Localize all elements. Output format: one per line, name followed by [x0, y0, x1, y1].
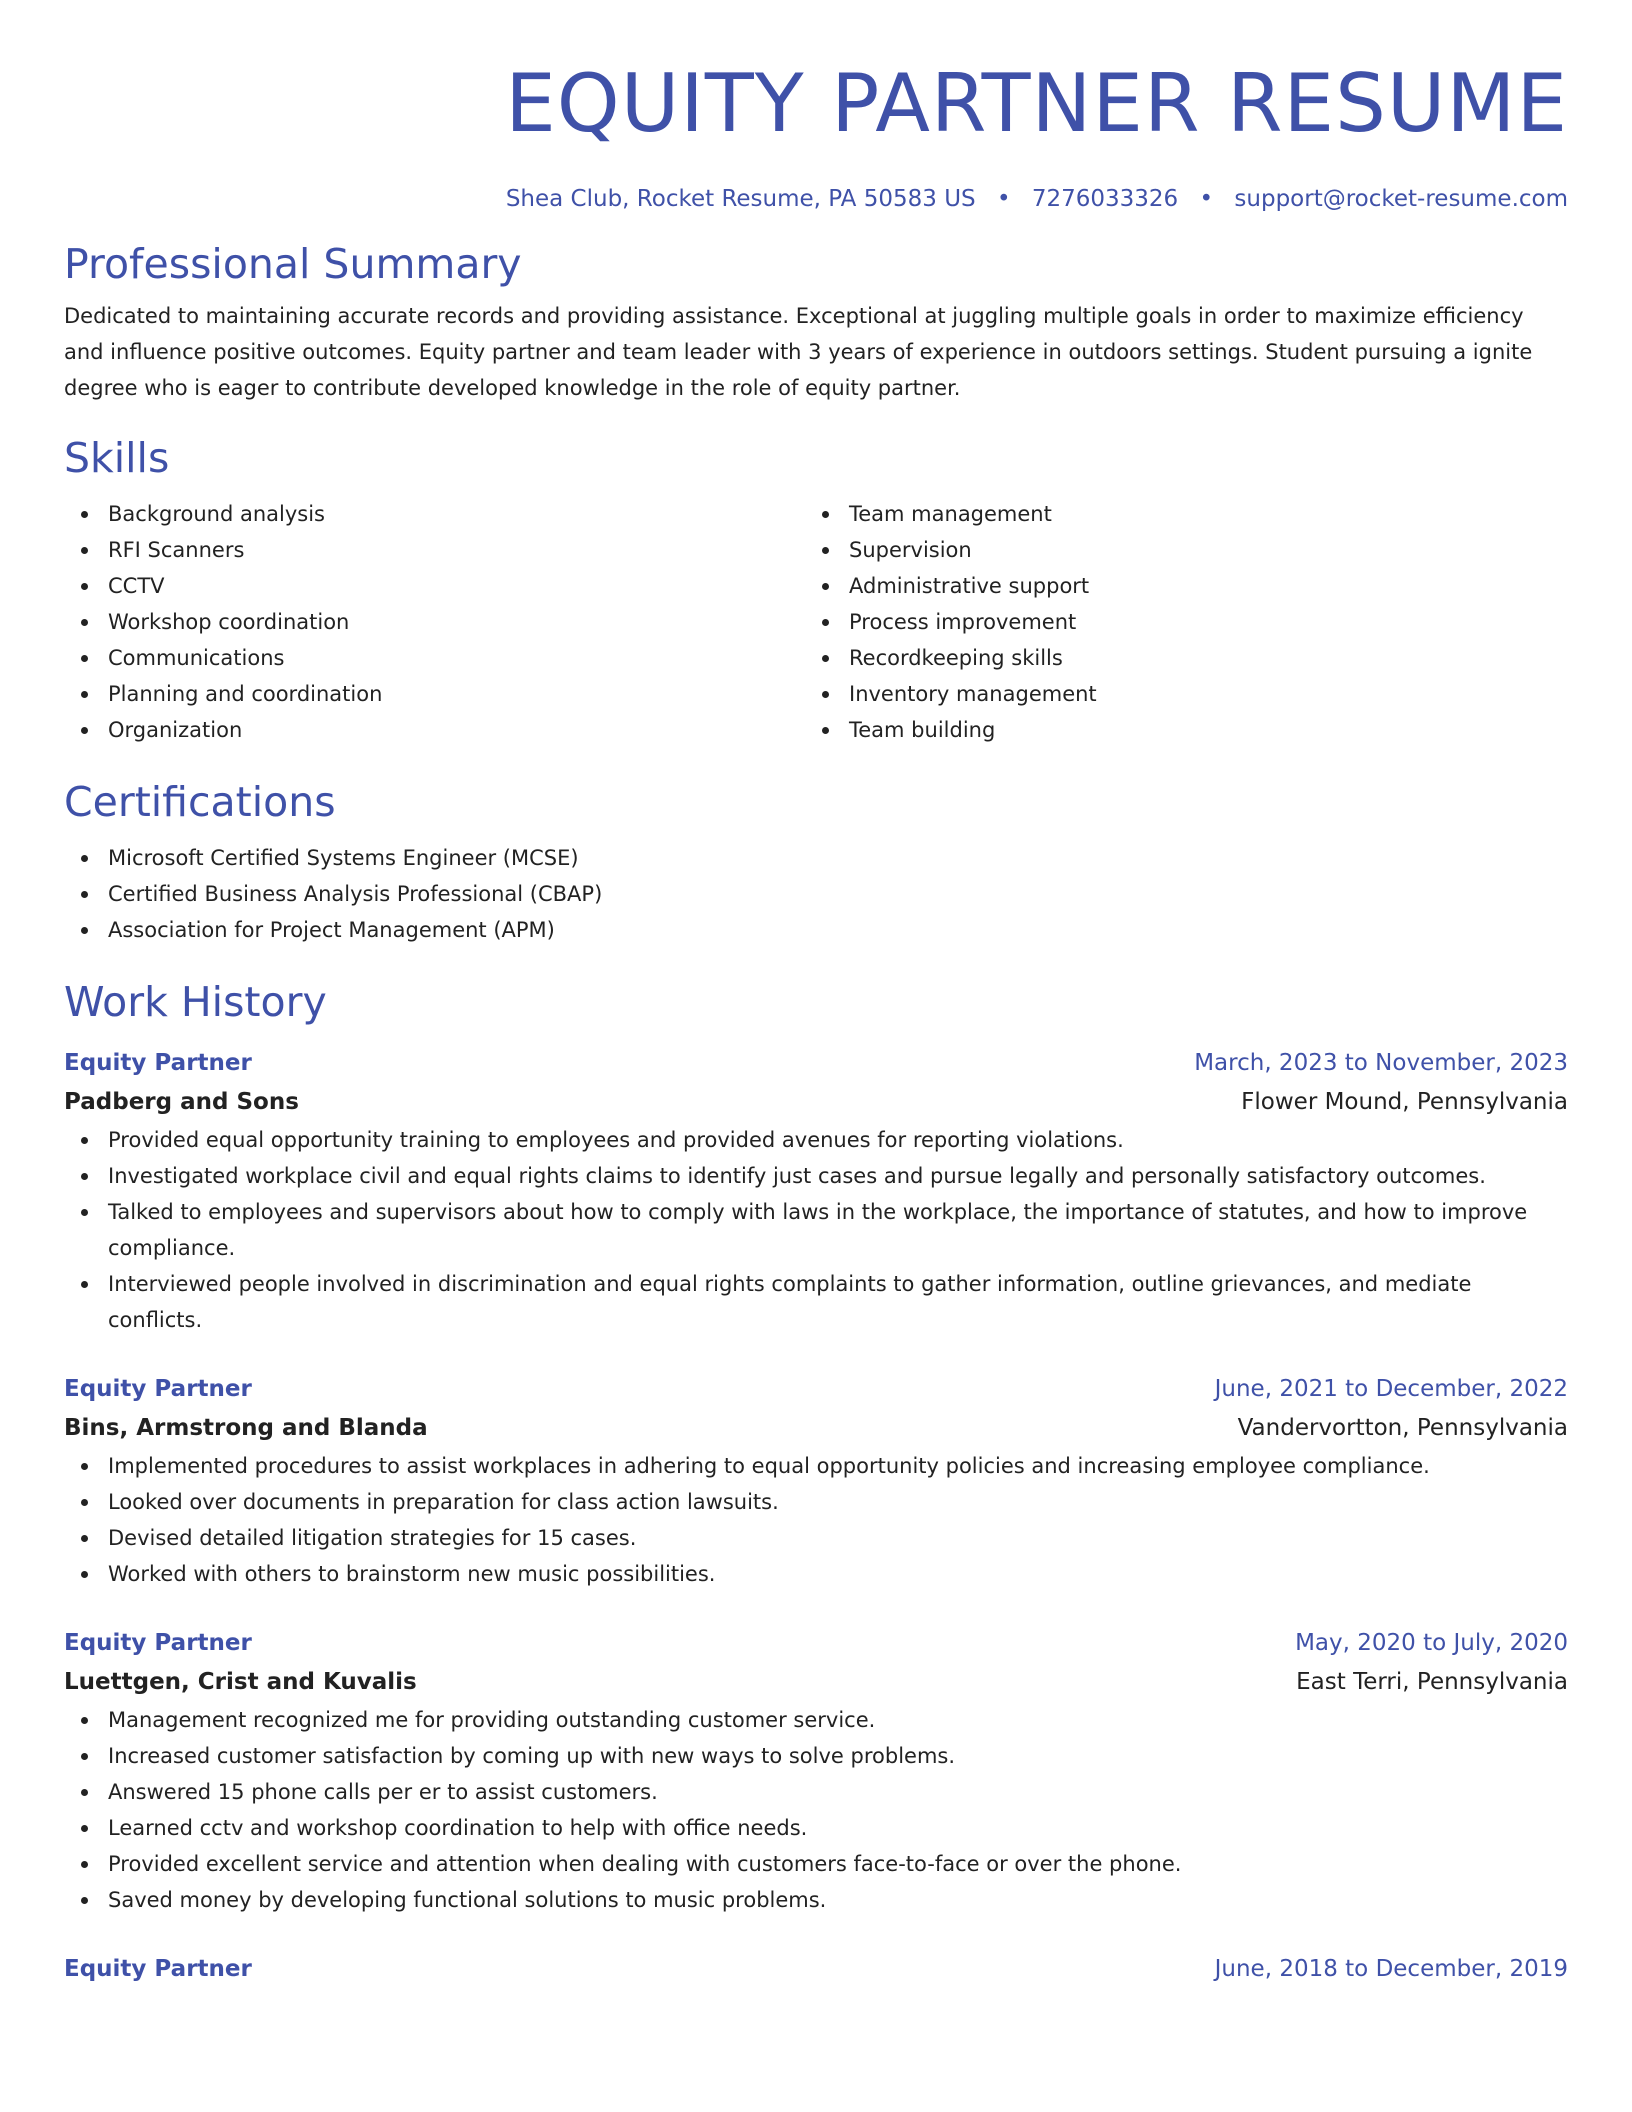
skill-item: Administrative support	[805, 568, 1546, 604]
job-entry	[64, 1370, 1568, 1592]
summary-section	[64, 238, 1568, 406]
job-subheader	[64, 1082, 1568, 1122]
skill-item: RFI Scanners	[64, 532, 805, 568]
job-header	[64, 1044, 1568, 1082]
job-dates: June, 2018 to December, 2019	[1214, 1956, 1568, 1982]
skills-heading: Skills	[64, 434, 170, 482]
job-duty: Looked over documents in preparation for class action lawsuits.	[64, 1484, 1568, 1520]
job-title: Equity Partner	[64, 1376, 252, 1402]
job-entry	[64, 1624, 1568, 1918]
job-duties-list	[64, 1122, 1568, 1338]
job-duty: Devised detailed litigation strategies for 15 cases.	[64, 1520, 1568, 1556]
work-history-section	[64, 976, 1568, 1988]
job-location: Vandervortton, Pennsylvania	[1237, 1415, 1568, 1441]
job-entry	[64, 1044, 1568, 1338]
job-title: Equity Partner	[64, 1956, 252, 1982]
job-duty: Implemented procedures to assist workplaces in adhering to equal opportunity policies and increasing employee compliance.	[64, 1448, 1568, 1484]
skill-item: CCTV	[64, 568, 805, 604]
skills-list-left	[64, 496, 805, 748]
skill-item: Team management	[805, 496, 1546, 532]
resume-title: EQUITY PARTNER RESUME	[505, 57, 1568, 150]
job-duty: Saved money by developing functional solutions to music problems.	[64, 1882, 1568, 1918]
certifications-list	[64, 840, 1568, 948]
job-company: Luettgen, Crist and Kuvalis	[64, 1669, 417, 1695]
job-duties-list	[64, 1448, 1568, 1592]
skills-list-right	[805, 496, 1546, 748]
job-duty: Interviewed people involved in discrimination and equal rights complaints to gather information, outline grievances, and mediate conflicts.	[64, 1266, 1568, 1338]
contact-line	[64, 182, 1568, 216]
job-duty: Investigated workplace civil and equal rights claims to identify just cases and pursue legally and personally satisfactory outcomes.	[64, 1158, 1568, 1194]
certification-item: Certified Business Analysis Professional (CBAP)	[64, 876, 1568, 912]
skill-item: Planning and coordination	[64, 676, 805, 712]
skill-item: Supervision	[805, 532, 1546, 568]
job-header	[64, 1370, 1568, 1408]
job-location: East Terri, Pennsylvania	[1296, 1669, 1568, 1695]
certifications-section	[64, 776, 1568, 948]
job-duties-list	[64, 1702, 1568, 1918]
certification-item: Association for Project Management (APM)	[64, 912, 1568, 948]
skill-item: Recordkeeping skills	[805, 640, 1546, 676]
skills-section	[64, 432, 1568, 748]
job-location: Flower Mound, Pennsylvania	[1241, 1089, 1568, 1115]
job-subheader	[64, 1662, 1568, 1702]
summary-heading: Professional Summary	[64, 240, 522, 288]
skill-item: Process improvement	[805, 604, 1546, 640]
job-duty: Provided equal opportunity training to employees and provided avenues for reporting violations.	[64, 1122, 1568, 1158]
contact-separator: •	[996, 186, 1011, 212]
contact-phone: 7276033326	[1031, 186, 1179, 212]
job-duty: Worked with others to brainstorm new music possibilities.	[64, 1556, 1568, 1592]
certification-item: Microsoft Certified Systems Engineer (MCSE)	[64, 840, 1568, 876]
job-title: Equity Partner	[64, 1050, 252, 1076]
resume-page	[64, 0, 1568, 1988]
certifications-heading: Certifications	[64, 778, 336, 826]
skill-item: Communications	[64, 640, 805, 676]
skill-item: Organization	[64, 712, 805, 748]
contact-separator: •	[1199, 186, 1214, 212]
skill-item: Background analysis	[64, 496, 805, 532]
job-dates: March, 2023 to November, 2023	[1194, 1050, 1568, 1076]
skill-item: Inventory management	[805, 676, 1546, 712]
job-title: Equity Partner	[64, 1630, 252, 1656]
summary-text: Dedicated to maintaining accurate records and providing assistance. Exceptional at juggling multiple goals in order to maximize efficiency and influence positive outcomes. Equity partner and team leader with 3 years of experience in outdoors settings. Student pursuing a ignite degree who is eager to contribute developed knowledge in the role of equity partner.	[64, 304, 1533, 400]
job-company: Bins, Armstrong and Blanda	[64, 1415, 428, 1441]
contact-address: Shea Club, Rocket Resume, PA 50583 US	[505, 186, 976, 212]
job-duty: Management recognized me for providing outstanding customer service.	[64, 1702, 1568, 1738]
job-dates: June, 2021 to December, 2022	[1214, 1376, 1568, 1402]
job-duty: Provided excellent service and attention when dealing with customers face-to-face or over the phone.	[64, 1846, 1568, 1882]
job-entry	[64, 1950, 1568, 1988]
work-history-heading: Work History	[64, 978, 327, 1026]
job-duty: Increased customer satisfaction by coming up with new ways to solve problems.	[64, 1738, 1568, 1774]
job-duty: Talked to employees and supervisors about how to comply with laws in the workplace, the importance of statutes, and how to improve compliance.	[64, 1194, 1568, 1266]
job-company: Padberg and Sons	[64, 1089, 299, 1115]
job-duty: Learned cctv and workshop coordination to help with office needs.	[64, 1810, 1568, 1846]
job-subheader	[64, 1408, 1568, 1448]
skills-columns	[64, 496, 1568, 748]
job-header	[64, 1950, 1568, 1988]
job-dates: May, 2020 to July, 2020	[1295, 1630, 1568, 1656]
job-header	[64, 1624, 1568, 1662]
job-duty: Answered 15 phone calls per er to assist customers.	[64, 1774, 1568, 1810]
skill-item: Workshop coordination	[64, 604, 805, 640]
contact-email: support@rocket-resume.com	[1234, 186, 1568, 212]
skill-item: Team building	[805, 712, 1546, 748]
